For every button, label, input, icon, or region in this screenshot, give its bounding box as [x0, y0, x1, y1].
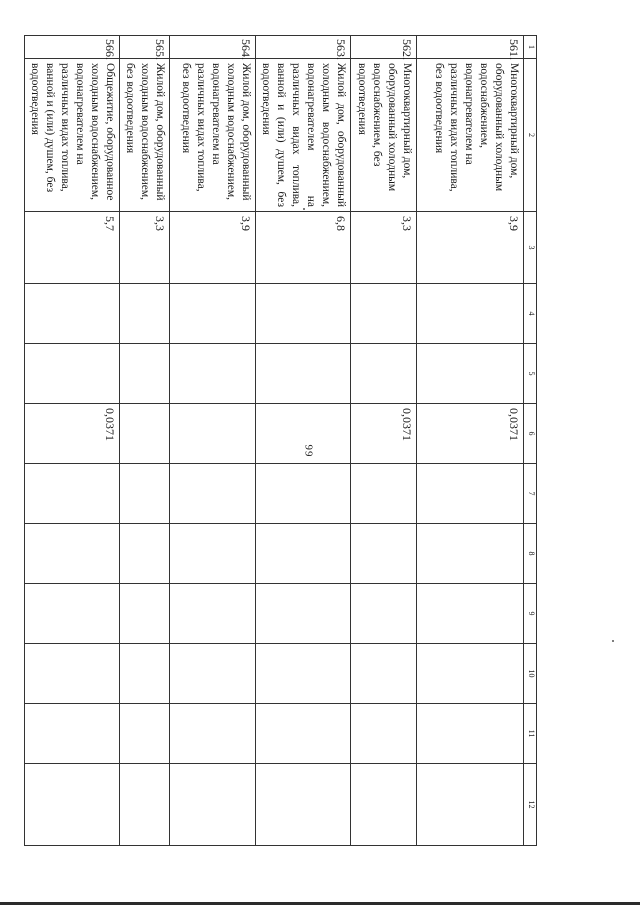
row-number: 564. — [170, 36, 256, 59]
cell-empty — [417, 524, 524, 584]
cell-empty — [120, 584, 170, 644]
cell-col-6 — [170, 404, 256, 464]
row-description: Общежитие, оборудованное холодным водоснабжением, водонагревателем на различных видах топлива, ванной и (или) душем, без водоотведения — [25, 59, 120, 212]
row-description: Жилой дом, оборудованный холодным водоснабжением, водонагревателем на различных видах топлива, без водоотведения — [170, 59, 256, 212]
cell-col-6 — [120, 404, 170, 464]
cell-empty — [170, 704, 256, 764]
cell-col-3: 3,9 — [417, 212, 524, 284]
cell-col-6 — [256, 404, 351, 464]
cell-empty — [120, 464, 170, 524]
cell-empty — [256, 584, 351, 644]
row-description: Многоквартирный дом, оборудованный холодным водоснабжением, водонагревателем на различных видах топлива, без водоотведения — [417, 59, 524, 212]
scan-speck — [612, 640, 614, 642]
cell-empty — [256, 284, 351, 344]
cell-empty — [170, 524, 256, 584]
row-number: 561. — [417, 36, 524, 59]
rotated-table-container — [29, 35, 537, 845]
table-row — [120, 36, 170, 846]
table-row — [351, 36, 417, 846]
cell-empty — [351, 464, 417, 524]
row-number: 566. — [25, 36, 120, 59]
cell-empty — [417, 704, 524, 764]
cell-empty — [417, 584, 524, 644]
cell-col-6: 0,0371 — [417, 404, 524, 464]
table-row — [417, 36, 524, 846]
col-header-12: 12 — [524, 764, 537, 846]
cell-empty — [120, 704, 170, 764]
cell-empty — [351, 344, 417, 404]
cell-empty — [256, 704, 351, 764]
cell-empty — [351, 704, 417, 764]
cell-empty — [256, 524, 351, 584]
col-header-4: 4 — [524, 284, 537, 344]
cell-empty — [170, 764, 256, 846]
tariff-table — [24, 35, 537, 846]
col-header-6: 6 — [524, 404, 537, 464]
col-header-11: 11 — [524, 704, 537, 764]
cell-empty — [417, 644, 524, 704]
col-header-7: 7 — [524, 464, 537, 524]
cell-empty — [120, 644, 170, 704]
cell-empty — [351, 284, 417, 344]
table-row — [25, 36, 120, 846]
col-header-1: 1 — [524, 36, 537, 59]
header-row — [524, 36, 537, 846]
cell-empty — [25, 284, 120, 344]
cell-empty — [417, 344, 524, 404]
cell-empty — [351, 644, 417, 704]
col-header-2: 2 — [524, 59, 537, 212]
row-number: 563. — [256, 36, 351, 59]
cell-empty — [351, 524, 417, 584]
cell-col-3: 3,3 — [120, 212, 170, 284]
cell-empty — [120, 764, 170, 846]
cell-empty — [25, 584, 120, 644]
cell-empty — [170, 344, 256, 404]
cell-empty — [256, 764, 351, 846]
cell-empty — [256, 464, 351, 524]
cell-empty — [417, 764, 524, 846]
row-number: 565. — [120, 36, 170, 59]
cell-empty — [25, 704, 120, 764]
col-header-5: 5 — [524, 344, 537, 404]
cell-empty — [25, 644, 120, 704]
cell-col-3: 3,3 — [351, 212, 417, 284]
row-description: Жилой дом, оборудованный холодным водоснабжением, водонагревателем на различных видах топлива, ванной и (или) душем, без водоотведения — [256, 59, 351, 212]
table-row — [170, 36, 256, 846]
cell-col-6: 0,0371 — [351, 404, 417, 464]
table-row — [256, 36, 351, 846]
cell-empty — [25, 524, 120, 584]
page-number: 99 — [302, 444, 315, 458]
col-header-9: 9 — [524, 584, 537, 644]
cell-empty — [170, 584, 256, 644]
cell-empty — [120, 344, 170, 404]
cell-empty — [25, 344, 120, 404]
cell-col-3: 5,7 — [25, 212, 120, 284]
cell-col-3: 3,9 — [170, 212, 256, 284]
cell-empty — [417, 284, 524, 344]
cell-empty — [170, 284, 256, 344]
col-header-10: 10 — [524, 644, 537, 704]
col-header-8: 8 — [524, 524, 537, 584]
cell-col-3: 6,8 — [256, 212, 351, 284]
cell-empty — [351, 584, 417, 644]
cell-empty — [170, 644, 256, 704]
cell-empty — [25, 764, 120, 846]
cell-empty — [256, 344, 351, 404]
row-description: Многоквартирный дом, оборудованный холодным водоснабжением, без водоотведения — [351, 59, 417, 212]
cell-empty — [256, 644, 351, 704]
row-description: Жилой дом, оборудованный холодным водоснабжением, без водоотведения — [120, 59, 170, 212]
cell-empty — [120, 284, 170, 344]
cell-empty — [170, 464, 256, 524]
cell-col-6: 0,0371 — [25, 404, 120, 464]
cell-empty — [25, 464, 120, 524]
cell-empty — [417, 464, 524, 524]
cell-empty — [351, 764, 417, 846]
row-number: 562. — [351, 36, 417, 59]
col-header-3: 3 — [524, 212, 537, 284]
cell-empty — [120, 524, 170, 584]
